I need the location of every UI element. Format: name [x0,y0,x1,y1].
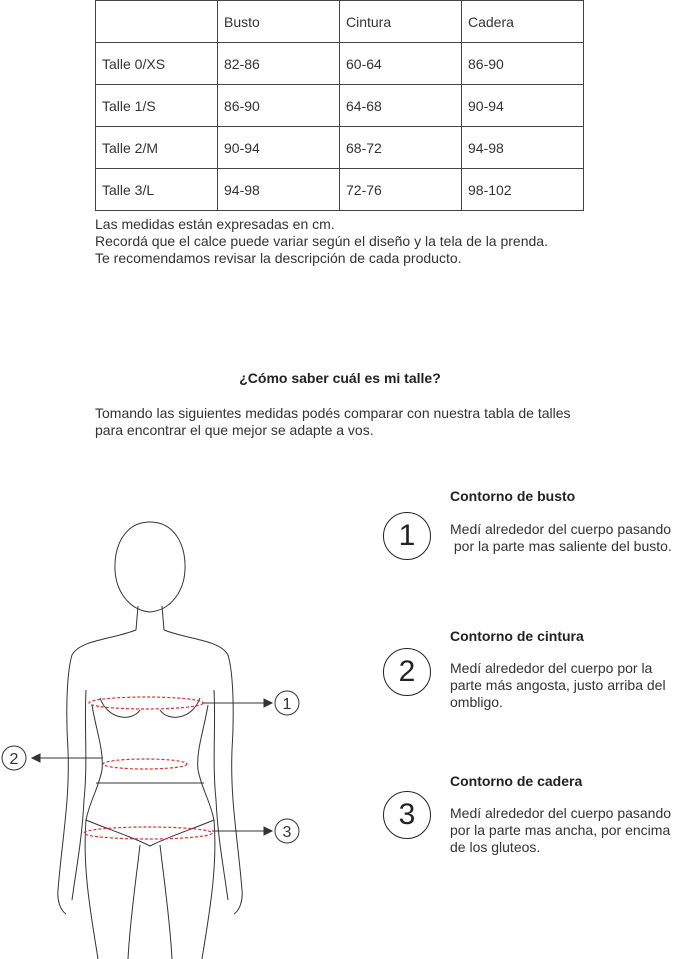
table-header-cell [96,1,218,43]
arrow-1-head [264,699,272,707]
step-description: Medí alrededor del cuerpo por la parte más angosta, justo arriba del ombligo. [450,660,666,710]
left-arm-outline [58,630,136,914]
chest-outline [100,698,200,717]
figure-markers [2,691,299,843]
left-inner-arm [72,690,86,900]
marker-2-label: 2 [9,751,19,768]
table-cell: 94-98 [218,169,340,211]
table-header-cell: Busto [218,1,340,43]
table-cell: 86-90 [218,85,340,127]
right-torso [198,705,214,820]
marker-1-label: 1 [282,696,292,713]
size-table [95,0,584,211]
table-cell: 72-76 [340,169,462,211]
table-header-row [96,1,584,43]
table-cell: Talle 2/M [96,127,218,169]
guide-intro: Tomando las siguientes medidas podés comparar con nuestra tabla de talles para encontrar el que mejor se adapte a vos. [95,405,571,438]
table-cell: 90-94 [218,127,340,169]
briefs-outline [86,783,214,846]
left-leg-outline [85,820,140,959]
table-row [96,169,584,211]
table-header-cell: Cintura [340,1,462,43]
step-description: Medí alrededor del cuerpo pasando por la parte mas saliente del busto. [450,521,672,554]
right-inner-arm [214,690,228,900]
table-row [96,43,584,85]
right-arm-outline [164,630,242,914]
table-header-cell: Cadera [462,1,584,43]
arrow-2-head [32,754,40,762]
step-description: Medí alrededor del cuerpo pasando por la parte mas ancha, por encima de los gluteos. [450,805,672,855]
table-cell: 60-64 [340,43,462,85]
table-cell: Talle 0/XS [96,43,218,85]
measure-lines [84,697,212,839]
note-line: Te recomendamos revisar la descripción de cada producto. [95,250,462,266]
left-torso [86,705,102,820]
guide-title: ¿Cómo saber cuál es mi talle? [239,370,441,386]
marker-3-label: 3 [282,824,292,841]
note-line: Las medidas están expresadas en cm. [95,216,335,232]
table-cell: 98-102 [462,169,584,211]
step-number-badge: 1 [383,512,431,560]
step-title: Contorno de cadera [450,773,583,789]
step-number-badge: 2 [383,648,431,696]
bust-measure-line [89,697,203,709]
table-row [96,127,584,169]
step-title: Contorno de busto [450,488,576,504]
table-cell: 82-86 [218,43,340,85]
arrow-3-head [264,827,272,835]
table-cell: 90-94 [462,85,584,127]
table-cell: 68-72 [340,127,462,169]
waist-measure-line [103,759,187,769]
size-notes [95,216,548,267]
body-outline [58,522,242,959]
step-number-badge: 3 [383,791,431,839]
table-cell: 94-98 [462,127,584,169]
table-cell: Talle 1/S [96,85,218,127]
table-row [96,85,584,127]
right-leg-outline [160,820,215,959]
table-cell: 64-68 [340,85,462,127]
head-outline [115,522,185,612]
step-title: Contorno de cintura [450,628,584,644]
body-figure [0,500,380,959]
table-cell: Talle 3/L [96,169,218,211]
table-cell: 86-90 [462,43,584,85]
note-line: Recordá que el calce puede variar según el diseño y la tela de la prenda. [95,233,548,249]
